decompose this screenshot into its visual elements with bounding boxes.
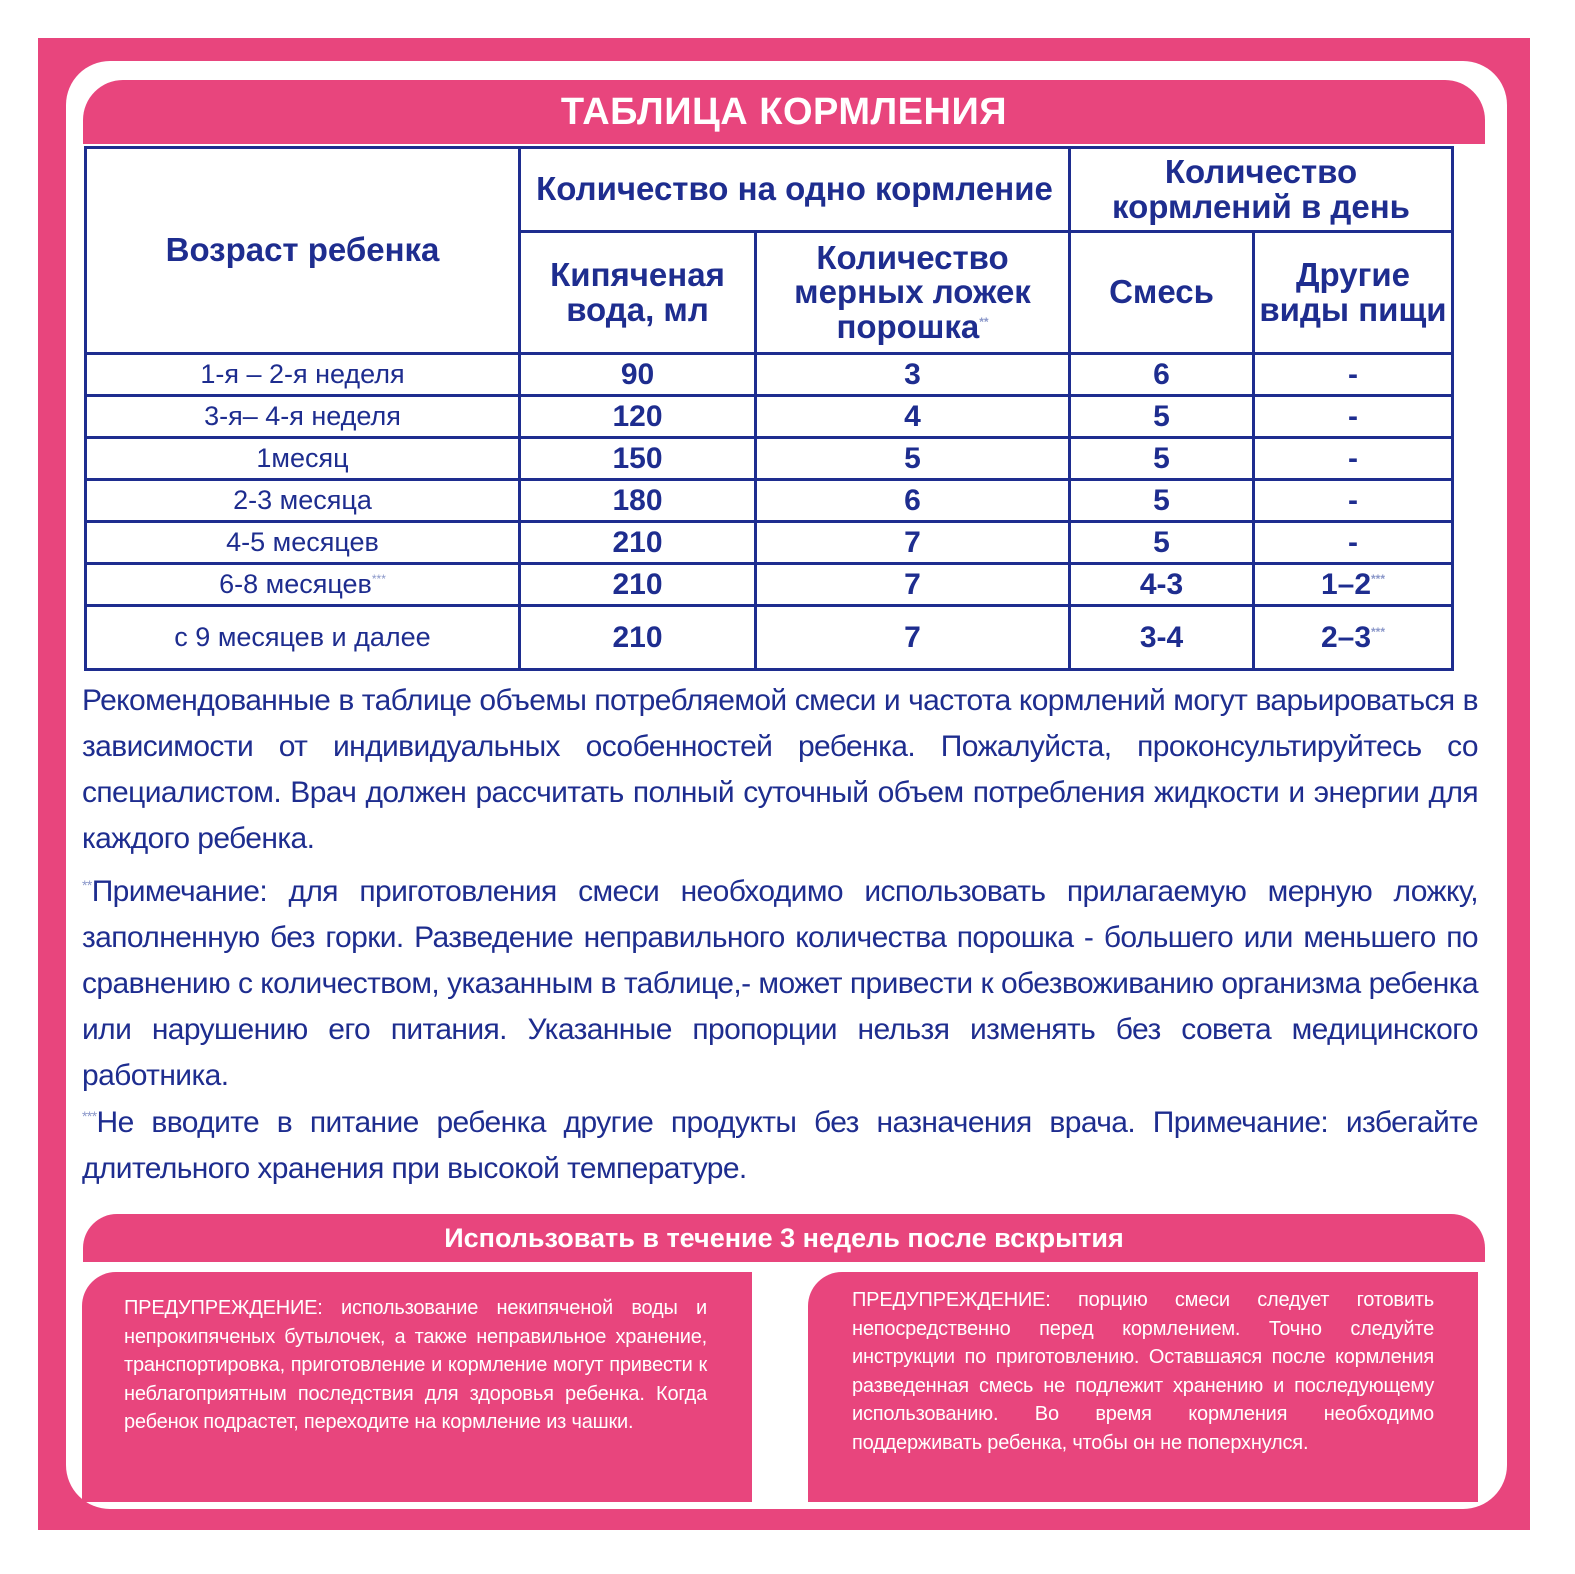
other-food-cell-value: 2–3 — [1320, 620, 1372, 654]
water-cell — [520, 480, 756, 522]
spoons-cell — [756, 438, 1070, 480]
table-row — [86, 522, 1453, 564]
age-cell-value: 6-8 месяцев — [219, 569, 372, 599]
mix-cell-value: 6 — [1153, 357, 1170, 391]
water-cell-value: 150 — [612, 441, 663, 475]
age-cell — [86, 480, 520, 522]
other-food-cell-value: - — [1348, 399, 1358, 433]
other-food-cell — [1254, 396, 1453, 438]
spoons-cell — [756, 354, 1070, 396]
spoons-cell — [756, 480, 1070, 522]
mix-cell-value: 3-4 — [1139, 620, 1184, 654]
water-cell-value: 180 — [612, 483, 663, 517]
table-row — [86, 606, 1453, 670]
table-row — [86, 396, 1453, 438]
mix-cell — [1070, 564, 1254, 606]
feeding-table — [84, 146, 1454, 671]
other-food-cell — [1254, 480, 1453, 522]
other-food-cell — [1254, 438, 1453, 480]
warning-left-text: ПРЕДУПРЕЖДЕНИЕ: использование некипяченой воды и непрокипяченых бутылочек, а также неправильное хранение, транспортировка, приготовление и кормление могут привести к неблагоприятным последствия для здоровья ребенка. Когда ребенок подрастет, переходите на кормление из чашки. — [124, 1297, 707, 1433]
use-within-banner: Использовать в течение 3 недель после вскрытия — [83, 1214, 1485, 1262]
spoons-cell — [756, 606, 1070, 670]
other-food-cell — [1254, 522, 1453, 564]
water-cell — [520, 564, 756, 606]
spoon-note — [82, 862, 1478, 1099]
table-row — [86, 438, 1453, 480]
age-cell — [86, 438, 520, 480]
age-cell — [86, 564, 520, 606]
spoons-cell — [756, 564, 1070, 606]
water-cell — [520, 396, 756, 438]
age-cell-value: 2-3 месяца — [233, 485, 372, 515]
mix-cell — [1070, 606, 1254, 670]
water-cell-value: 210 — [612, 620, 663, 654]
mix-header: Смесь — [1070, 232, 1254, 354]
spoon-note-text: Примечание: для приготовления смеси необходимо использовать прилагаемую мерную ложку, заполненную без горки. Разведение неправильного количества порошка - большего или меньшего по сравнению с количеством, указанным в таблице,- может привести к обезвоживанию организма ребенка или нарушению его питания. Указанные пропорции нельзя изменять без совета медицинского работника. — [82, 875, 1478, 1092]
warning-right-text: ПРЕДУПРЕЖДЕНИЕ: порцию смеси следует готовить непосредственно перед кормлением. Точно следуйте инструкции по приготовлению. Оставшаяся после кормления разведенная смесь не подлежит хранению и последующему использованию. Во время кормления необходимо поддерживать ребенка, чтобы он не поперхнулся. — [852, 1289, 1434, 1454]
other-food-cell-value: - — [1348, 525, 1358, 559]
spoons-footnote-mark: ** — [979, 314, 989, 329]
water-cell-value: 210 — [612, 525, 663, 559]
spoons-cell-value: 7 — [904, 525, 921, 559]
water-cell-value: 120 — [612, 399, 663, 433]
age-cell — [86, 522, 520, 564]
water-cell-value: 210 — [612, 567, 663, 601]
age-cell — [86, 606, 520, 670]
age-cell-value: 1-я – 2-я неделя — [200, 359, 405, 389]
age-cell-value: 4-5 месяцев — [226, 527, 379, 557]
mix-cell — [1070, 396, 1254, 438]
other-food-cell — [1254, 354, 1453, 396]
spoons-cell-value: 7 — [904, 567, 921, 601]
other-food-header: Другие виды пищи — [1254, 232, 1453, 354]
other-food-cell — [1254, 606, 1453, 670]
warning-right-box — [808, 1272, 1478, 1502]
other-food-cell-value: - — [1348, 483, 1358, 517]
footnote-mark: *** — [1371, 624, 1386, 639]
mix-cell — [1070, 438, 1254, 480]
water-cell — [520, 354, 756, 396]
table-row — [86, 564, 1453, 606]
water-cell — [520, 438, 756, 480]
table-row — [86, 354, 1453, 396]
spoon-note-mark: ** — [82, 877, 92, 893]
water-header: Кипяченая вода, мл — [520, 232, 756, 354]
water-cell — [520, 522, 756, 564]
mix-cell — [1070, 354, 1254, 396]
spoons-cell — [756, 522, 1070, 564]
spoons-cell-value: 5 — [904, 441, 921, 475]
footnote-mark: *** — [1371, 571, 1386, 586]
mix-cell-value: 5 — [1153, 399, 1170, 433]
spoons-header: Количество мерных ложек порошка — [794, 238, 1031, 345]
age-cell — [86, 354, 520, 396]
other-food-cell-value: - — [1348, 357, 1358, 391]
age-cell-value: 3-я– 4-я неделя — [204, 401, 401, 431]
page-title: ТАБЛИЦА КОРМЛЕНИЯ — [83, 80, 1485, 144]
age-cell-value: 1месяц — [256, 443, 349, 473]
mix-cell — [1070, 522, 1254, 564]
spoons-cell-value: 6 — [904, 483, 921, 517]
spoons-cell-value: 7 — [904, 620, 921, 654]
other-food-cell — [1254, 564, 1453, 606]
other-food-note-mark: *** — [82, 1108, 97, 1124]
age-cell — [86, 396, 520, 438]
table-row — [86, 480, 1453, 522]
other-food-cell-value: - — [1348, 441, 1358, 475]
water-cell-value: 90 — [620, 357, 655, 391]
feeds-per-day-header: Количество кормлений в день — [1070, 148, 1453, 232]
mix-cell-value: 5 — [1153, 525, 1170, 559]
other-food-cell-value: 1–2 — [1320, 567, 1372, 601]
age-header: Возраст ребенка — [86, 148, 520, 354]
water-cell — [520, 606, 756, 670]
spoons-cell-value: 4 — [904, 399, 921, 433]
per-feed-header: Количество на одно кормление — [520, 148, 1070, 232]
mix-cell-value: 5 — [1153, 441, 1170, 475]
mix-cell — [1070, 480, 1254, 522]
spoons-cell — [756, 396, 1070, 438]
spoons-cell-value: 3 — [904, 357, 921, 391]
mix-cell-value: 5 — [1153, 483, 1170, 517]
other-food-note-text: Не вводите в питание ребенка другие продукты без назначения врача. Примечание: избегайте длительного хранения при высокой температуре. — [82, 1106, 1478, 1185]
warning-left-box — [82, 1272, 752, 1502]
recommendation-note: Рекомендованные в таблице объемы потребляемой смеси и частота кормлений могут варьироваться в зависимости от индивидуальных особенностей ребенка. Пожалуйста, проконсультируйтесь со специалистом. Врач должен рассчитать полный суточный объем потребления жидкости и энергии для каждого ребенка. — [82, 684, 1478, 855]
age-cell-value: с 9 месяцев и далее — [174, 622, 431, 652]
other-food-note — [82, 1093, 1478, 1192]
spoons-header-cell — [756, 232, 1070, 354]
footnote-mark: *** — [371, 572, 386, 586]
mix-cell-value: 4-3 — [1139, 567, 1184, 601]
